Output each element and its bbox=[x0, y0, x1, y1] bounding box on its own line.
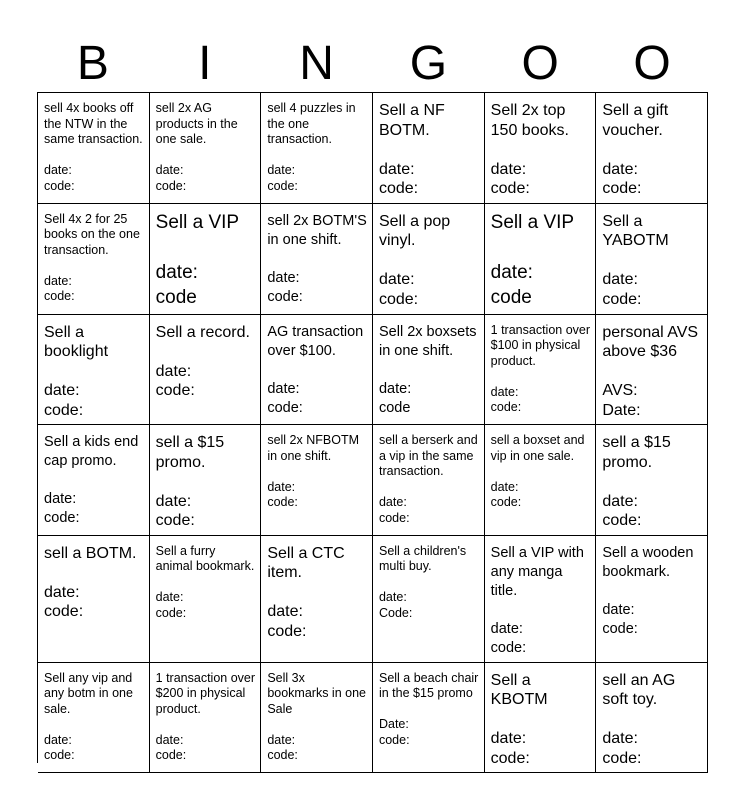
bingo-cell-r3-c1: Sell a booklight date: code: bbox=[38, 315, 150, 426]
header-letter-o: O bbox=[521, 37, 559, 90]
bingo-cell-r4-c5: sell a boxset and vip in one sale. date: code: bbox=[485, 425, 597, 536]
bingo-card bbox=[37, 92, 708, 767]
bingo-cell-r3-c4: Sell 2x boxsets in one shift. date: code bbox=[373, 315, 485, 426]
bingo-cell-r2-c4: Sell a pop vinyl. date: code: bbox=[373, 204, 485, 315]
bingo-cell-r4-c3: sell 2x NFBOTM in one shift. date: code: bbox=[261, 425, 373, 536]
header-letter-g: G bbox=[409, 37, 448, 90]
bingo-cell-r4-c1: Sell a kids end cap promo. date: code: bbox=[38, 425, 150, 536]
header-letter-n: N bbox=[299, 37, 334, 90]
bingo-cell-r1-c4: Sell a NF BOTM. date: code: bbox=[373, 93, 485, 204]
bingo-cell-r1-c1: sell 4x books off the NTW in the same transaction. date: code: bbox=[38, 93, 150, 204]
bingo-cell-r1-c5: Sell 2x top 150 books. date: code: bbox=[485, 93, 597, 204]
bingo-cell-r6-c3: Sell 3x bookmarks in one Sale date: code: bbox=[261, 663, 373, 774]
bingo-cell-r2-c1: Sell 4x 2 for 25 books on the one transaction. date: code: bbox=[38, 204, 150, 315]
header-letter-o-2: O bbox=[633, 37, 671, 90]
bingo-cell-r3-c6: personal AVS above $36 AVS: Date: bbox=[596, 315, 708, 426]
bingo-cell-r1-c3: sell 4 puzzles in the one transaction. date: code: bbox=[261, 93, 373, 204]
bingo-cell-r6-c5: Sell a KBOTM date: code: bbox=[485, 663, 597, 774]
bingo-cell-r5-c4: Sell a children's multi buy. date: Code: bbox=[373, 536, 485, 663]
bingo-cell-r5-c5: Sell a VIP with any manga title. date: code: bbox=[485, 536, 597, 663]
bingo-cell-r6-c1: Sell any vip and any botm in one sale. date: code: bbox=[38, 663, 150, 774]
bingo-cell-r2-c3: sell 2x BOTM'S in one shift. date: code: bbox=[261, 204, 373, 315]
bingo-cell-r5-c2: Sell a furry animal bookmark. date: code: bbox=[150, 536, 262, 663]
bingo-cell-r5-c1: sell a BOTM. date: code: bbox=[38, 536, 150, 663]
bingo-cell-r1-c2: sell 2x AG products in the one sale. date: code: bbox=[150, 93, 262, 204]
bingo-cell-r4-c2: sell a $15 promo. date: code: bbox=[150, 425, 262, 536]
bingo-cell-r6-c2: 1 transaction over $200 in physical product. date: code: bbox=[150, 663, 262, 774]
bingo-cell-r2-c2: Sell a VIP date: code bbox=[150, 204, 262, 315]
bingo-cell-r4-c6: sell a $15 promo. date: code: bbox=[596, 425, 708, 536]
bingo-cell-r3-c3: AG transaction over $100. date: code: bbox=[261, 315, 373, 426]
bingo-cell-r6-c4: Sell a beach chair in the $15 promo Date: code: bbox=[373, 663, 485, 774]
bingo-cell-r6-c6: sell an AG soft toy. date: code: bbox=[596, 663, 708, 774]
bingo-cell-r5-c3: Sell a CTC item. date: code: bbox=[261, 536, 373, 663]
bingo-cell-r5-c6: Sell a wooden bookmark. date: code: bbox=[596, 536, 708, 663]
bingo-cell-r4-c4: sell a berserk and a vip in the same transaction. date: code: bbox=[373, 425, 485, 536]
bingo-cell-r1-c6: Sell a gift voucher. date: code: bbox=[596, 93, 708, 204]
bingo-cell-r2-c6: Sell a YABOTM date: code: bbox=[596, 204, 708, 315]
bingo-header bbox=[37, 36, 708, 92]
bingo-cell-r3-c2: Sell a record. date: code: bbox=[150, 315, 262, 426]
header-letter-i: I bbox=[198, 37, 212, 90]
bingo-cell-r3-c5: 1 transaction over $100 in physical product. date: code: bbox=[485, 315, 597, 426]
bingo-cell-r2-c5: Sell a VIP date: code bbox=[485, 204, 597, 315]
header-letter-b: B bbox=[76, 37, 109, 90]
